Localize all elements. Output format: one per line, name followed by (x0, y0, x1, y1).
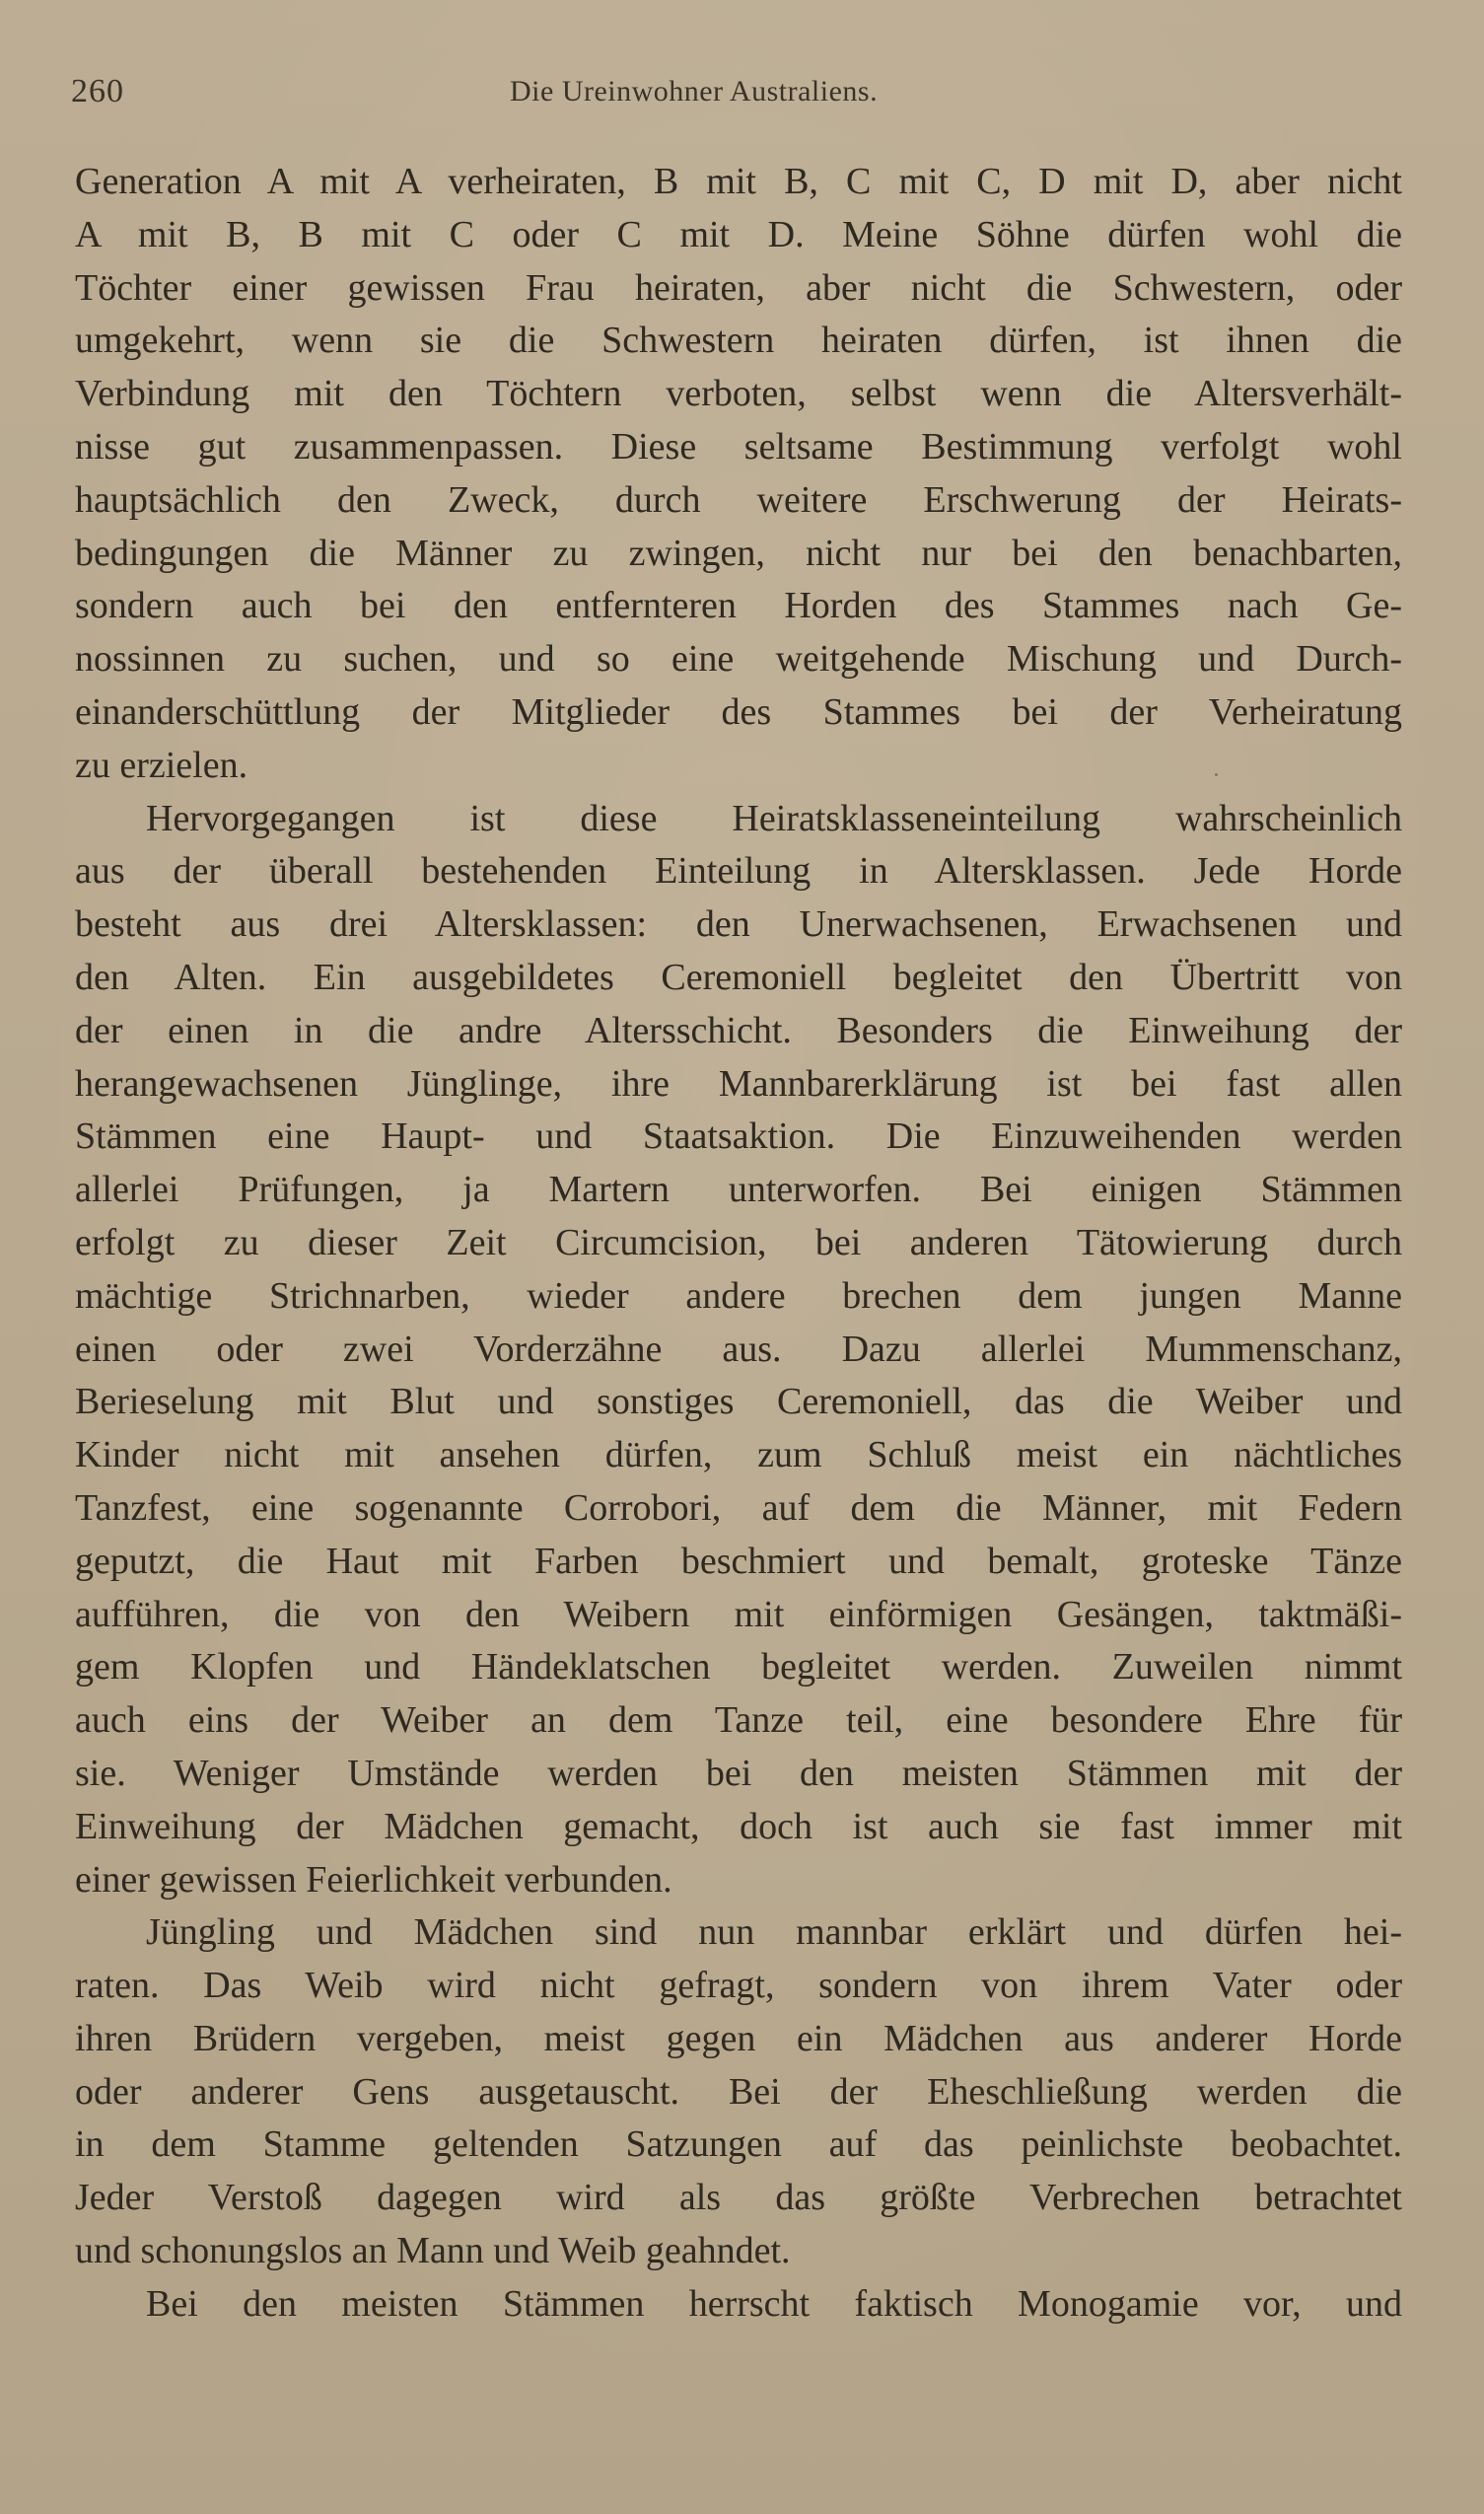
text-line: Einweihung der Mädchen gemacht, doch ist auch sie fast immer mit (75, 1805, 1402, 1847)
text-line: Jüngling und Mädchen sind nun mannbar erklärt und dürfen hei- (146, 1911, 1402, 1954)
text-line: besteht aus drei Altersklassen: den Unerwachsenen, Erwachsenen und (75, 903, 1402, 946)
text-line: Generation A mit A verheiraten, B mit B, C mit C, D mit D, aber nicht (75, 161, 1402, 202)
text-line: bedingungen die Männer zu zwingen, nicht nur bei den benachbarten, (75, 532, 1402, 574)
text-line: aus der überall bestehenden Einteilung in Altersklassen. Jede Horde (75, 850, 1402, 893)
text-line: nisse gut zusammenpassen. Diese seltsame Bestimmung verfolgt wohl (75, 425, 1402, 467)
text-line: erfolgt zu dieser Zeit Circumcision, bei anderen Tätowierung durch (75, 1221, 1402, 1263)
text-line: Tanzfest, eine sogenannte Corrobori, auf dem die Männer, mit Federn (75, 1486, 1402, 1529)
text-line: Töchter einer gewissen Frau heiraten, aber nicht die Schwestern, oder (75, 266, 1402, 309)
text-line: allerlei Prüfungen, ja Martern unterworfen. Bei einigen Stämmen (75, 1169, 1402, 1211)
text-line: und schonungslos an Mann und Weib geahndet. (75, 2230, 791, 2272)
text-line: Stämmen eine Haupt- und Staatsaktion. Die Einzuweihenden werden (75, 1115, 1402, 1158)
running-title: Die Ureinwohner Australiens. (510, 75, 879, 108)
text-line: Bei den meisten Stämmen herrscht faktisch Monogamie vor, und (146, 2282, 1402, 2325)
text-line: in dem Stamme geltenden Satzungen auf das peinlichste beobachtet. (75, 2123, 1402, 2166)
text-line: auch eins der Weiber an dem Tanze teil, eine besondere Ehre für (75, 1699, 1402, 1742)
text-line: einer gewissen Feierlichkeit verbunden. (75, 1858, 672, 1901)
paper-speck (1215, 773, 1218, 776)
text-line: geputzt, die Haut mit Farben beschmiert und bemalt, groteske Tänze (75, 1540, 1402, 1582)
running-head (71, 73, 1402, 116)
text-line: Kinder nicht mit ansehen dürfen, zum Schluß meist ein nächtliches (75, 1434, 1402, 1476)
text-line: raten. Das Weib wird nicht gefragt, sondern von ihrem Vater oder (75, 1965, 1402, 2007)
text-line: einanderschüttlung der Mitglieder des Stammes bei der Verheiratung (75, 690, 1402, 733)
text-line: A mit B, B mit C oder C mit D. Meine Söhne dürfen wohl die (75, 213, 1402, 255)
text-line: ihren Brüdern vergeben, meist gegen ein Mädchen aus anderer Horde (75, 2017, 1402, 2059)
page-number: 260 (71, 73, 124, 109)
text-line: Jeder Verstoß dagegen wird als das größte Verbrechen betrachtet (75, 2177, 1402, 2219)
text-line: nossinnen zu suchen, und so eine weitgehende Mischung und Durch- (75, 638, 1402, 681)
text-line: der einen in die andre Altersschicht. Besonders die Einweihung der (75, 1009, 1402, 1051)
text-line: einen oder zwei Vorderzähne aus. Dazu allerlei Mummenschanz, (75, 1328, 1402, 1370)
text-line: Berieselung mit Blut und sonstiges Ceremoniell, das die Weiber und (75, 1381, 1402, 1423)
text-line: mächtige Strichnarben, wieder andere brechen dem jungen Manne (75, 1274, 1402, 1317)
text-line: umgekehrt, wenn sie die Schwestern heiraten dürfen, ist ihnen die (75, 320, 1402, 362)
text-line: sie. Weniger Umstände werden bei den meisten Stämmen mit der (75, 1752, 1402, 1794)
text-line: oder anderer Gens ausgetauscht. Bei der Eheschließung werden die (75, 2070, 1402, 2113)
text-line: den Alten. Ein ausgebildetes Ceremoniell begleitet den Übertritt von (75, 956, 1402, 998)
text-line: aufführen, die von den Weibern mit einförmigen Gesängen, taktmäßi- (75, 1593, 1402, 1635)
text-line: herangewachsenen Jünglinge, ihre Mannbarerklärung ist bei fast allen (75, 1062, 1402, 1105)
text-line: gem Klopfen und Händeklatschen begleitet werden. Zuweilen nimmt (75, 1646, 1402, 1688)
text-line: Hervorgegangen ist diese Heiratsklasseneinteilung wahrscheinlich (146, 797, 1402, 839)
text-line: Verbindung mit den Töchtern verboten, selbst wenn die Altersverhält- (75, 373, 1402, 415)
text-line: sondern auch bei den entfernteren Horden des Stammes nach Ge- (75, 585, 1402, 627)
text-line: zu erzielen. (75, 744, 248, 786)
body-text (75, 156, 1402, 2332)
text-line: hauptsächlich den Zweck, durch weitere Erschwerung der Heirats- (75, 478, 1402, 521)
